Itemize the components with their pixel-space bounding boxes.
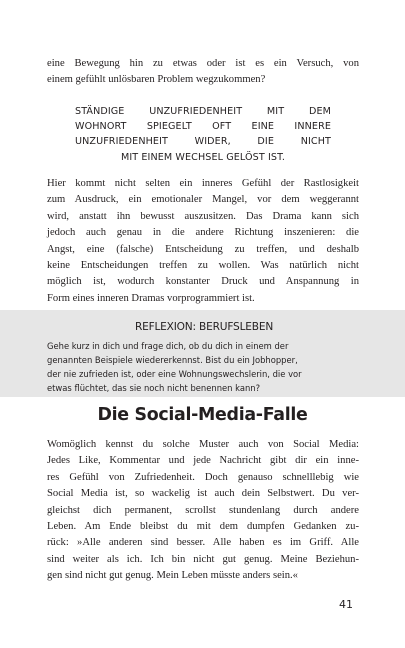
section-heading: Die Social-Media-Falle (97, 405, 308, 425)
quote-line: STÄNDIGE UNZUFRIEDENHEIT MIT DEM (75, 106, 331, 117)
reflexion-box (0, 310, 405, 397)
text-line: möglich ist, wodurch konstanter Druck und Anspannung in (47, 276, 359, 288)
text-line: Social Media ist, so wackelig ist auch dein Selbstwert. Du ver- (47, 488, 359, 500)
text-line: genannten Beispiele wiedererkennst. Bist du ein Jobhopper, (47, 354, 298, 365)
pull-quote (75, 104, 331, 165)
text-line: eine Bewegung hin zu etwas oder ist es ein Versuch, von (47, 58, 359, 69)
text-line: Jedes Like, Kommentar und jede Nachricht gibt dir ein inne- (47, 455, 359, 467)
text-line: jedoch auch genau in die andere Richtung inszenieren: die (47, 227, 359, 239)
reflexion-text (47, 340, 365, 396)
text-line: einem gefühlt unlösbaren Problem wegzukommen? (47, 74, 266, 86)
text-line: etwas flüchtet, das sie noch nicht benennen kann? (47, 382, 261, 393)
quote-line: WOHNORT SPIEGELT OFT EINE INNERE (75, 121, 331, 133)
text-line: wird, anstatt ihn bewusst auszusitzen. Das Drama kann sich (47, 210, 359, 222)
text-line: gleichst dich permanent, scrollst stundenlang durch andere (47, 504, 359, 516)
text-line: res Gefühl von Zufriedenheit. Doch genauso schnelllebig wie (47, 471, 359, 483)
text-line: Hier kommt nicht selten ein inneres Gefühl der Rastlosigkeit (47, 178, 359, 189)
body-paragraph (47, 176, 359, 307)
text-line: rück: »Alle anderen sind besser. Alle haben es im Griff. Alle (47, 537, 359, 549)
text-line: zum Ausdruck, ein emotionaler Mangel, vor dem weggerannt (47, 194, 359, 206)
section-paragraph (47, 437, 359, 585)
intro-paragraph (47, 56, 359, 89)
text-line: der nie zufrieden ist, oder eine Wohnungswechslerin, die vor (47, 368, 302, 379)
text-line: Gehe kurz in dich und frage dich, ob du dich in einem der (47, 341, 289, 351)
quote-line: UNZUFRIEDENHEIT WIDER, DIE NICHT (75, 136, 331, 148)
page-number: 41 (339, 598, 353, 611)
text-line: gen sind nicht gut genug. Mein Leben müsste anders sein.« (47, 570, 298, 582)
text-line: sind weiter als ich. Ich bin nicht gut genug. Meine Beziehun- (47, 553, 359, 565)
text-line: Form eines inneren Dramas vorprogrammiert ist. (47, 292, 255, 304)
text-line: keine Entscheidungen treffen zu wollen. Was natürlich nicht (47, 260, 359, 272)
quote-line: MIT EINEM WECHSEL GELÖST IST. (120, 151, 286, 163)
reflexion-title: REFLEXION: BERUFSLEBEN (134, 321, 274, 333)
text-line: Angst, eine (falsche) Entscheidung zu treffen, und deshalb (47, 243, 359, 255)
text-line: Leben. Am Ende bleibst du mit dem dumpfen Gedanken zu- (47, 521, 359, 533)
text-line: Womöglich kennst du solche Muster auch von Social Media: (47, 439, 359, 450)
